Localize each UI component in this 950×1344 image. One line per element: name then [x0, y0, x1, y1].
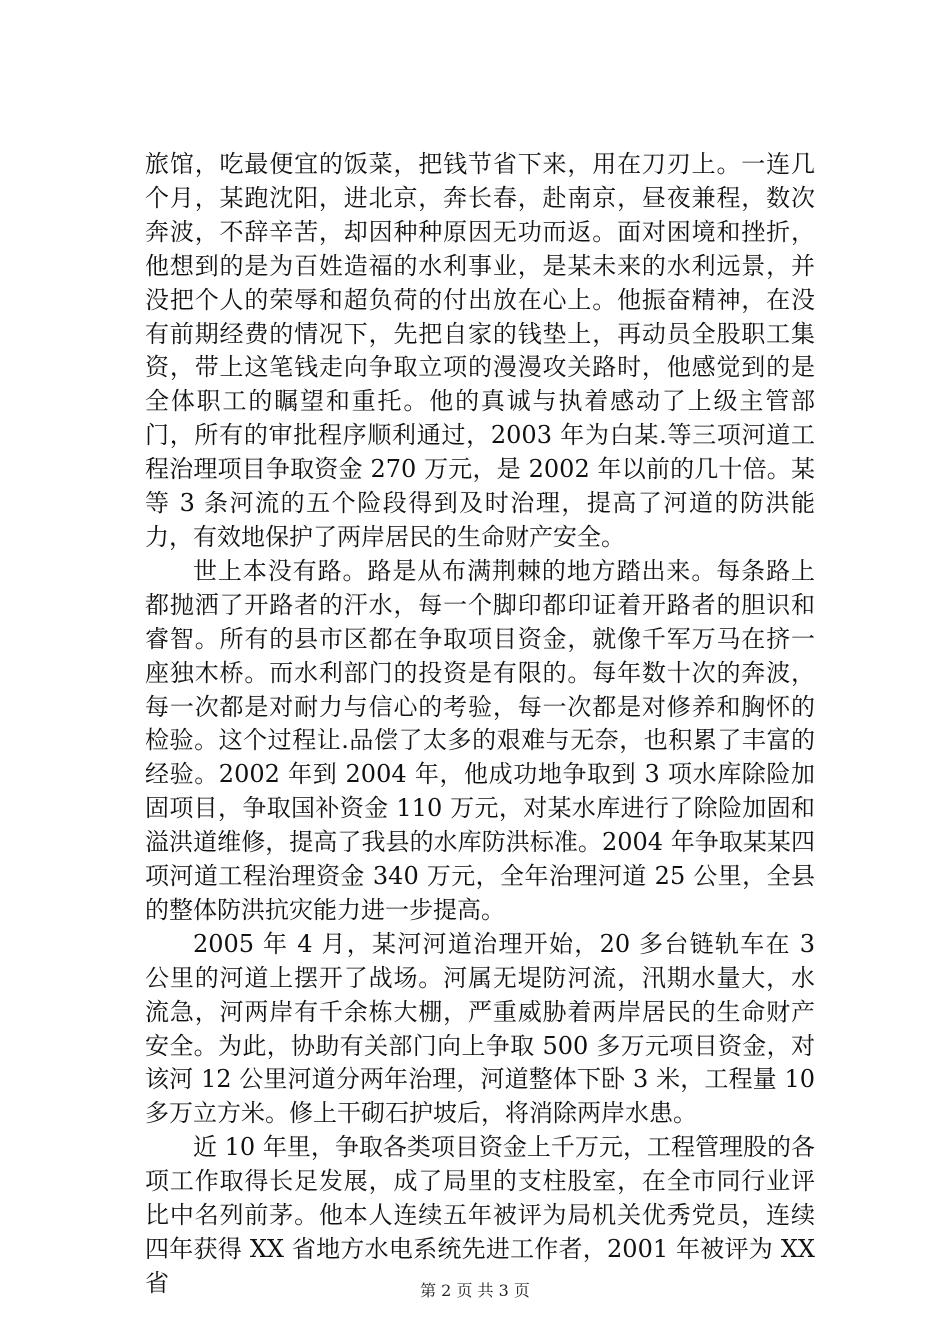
body-text: [145, 148, 815, 1301]
paragraph-1: 旅馆，吃最便宜的饭菜，把钱节省下来，用在刀刃上。一连几个月，某跑沈阳，进北京，奔长春，赴南京，昼夜兼程，数次奔波，不辞辛苦，却因种种原因无功而返。面对困境和挫折，他想到的是为百姓造福的水利事业，是某未来的水利远景，并没把个人的荣辱和超负荷的付出放在心上。他振奋精神，在没有前期经费的情况下，先把自家的钱垫上，再动员全股职工集资，带上这笔钱走向争取立项的漫漫攻关路时，他感觉到的是全体职工的瞩望和重托。他的真诚与执着感动了上级主管部门，所有的审批程序顺利通过，2003 年为白某.等三项河道工程治理项目争取资金 270 万元，是 2002 年以前的几十倍。某等 3 条河流的五个险段得到及时治理，提高了河道的防洪能力，有效地保护了两岸居民的生命财产安全。: [145, 150, 815, 551]
paragraph-2: 世上本没有路。路是从布满荆棘的地方踏出来。每条路上都抛洒了开路者的汗水，每一个脚印都印证着开路者的胆识和睿智。所有的县市区都在争取项目资金，就像千军万马在挤一座独木桥。而水利部门的投资是有限的。每年数十次的奔波，每一次都是对耐力与信心的考验，每一次都是对修养和胸怀的检验。这个过程让.品偿了太多的艰难与无奈，也积累了丰富的经验。2002 年到 2004 年，他成功地争取到 3 项水库除险加固项目，争取国补资金 110 万元，对某水库进行了除险加固和溢洪道维修，提高了我县的水库防洪标准。2004 年争取某某四项河道工程治理资金 340 万元，全年治理河道 25 公里，全县的整体防洪抗灾能力进一步提高。: [145, 556, 815, 924]
paragraph-4: 近 10 年里，争取各类项目资金上千万元，工程管理股的各项工作取得长足发展，成了局里的支柱股室，在全市同行业评比中名列前茅。他本人连续五年被评为局机关优秀党员，连续四年获得 XX 省地方水电系统先进工作者，2001 年被评为 XX 省: [145, 1133, 815, 1297]
page-number-footer: 第 2 页 共 3 页: [420, 1281, 530, 1300]
paragraph-3: 2005 年 4 月，某河河道治理开始，20 多台链轨车在 3 公里的河道上摆开了战场。河属无堤防河流，汛期水量大，水流急，河两岸有千余栋大棚，严重威胁着两岸居民的生命财产安全。为此，协助有关部门向上争取 500 多万元项目资金，对该河 12 公里河道分两年治理，河道整体下卧 3 米，工程量 10 多万立方米。修上干砌石护坡后，将消除两岸水患。: [145, 929, 815, 1128]
